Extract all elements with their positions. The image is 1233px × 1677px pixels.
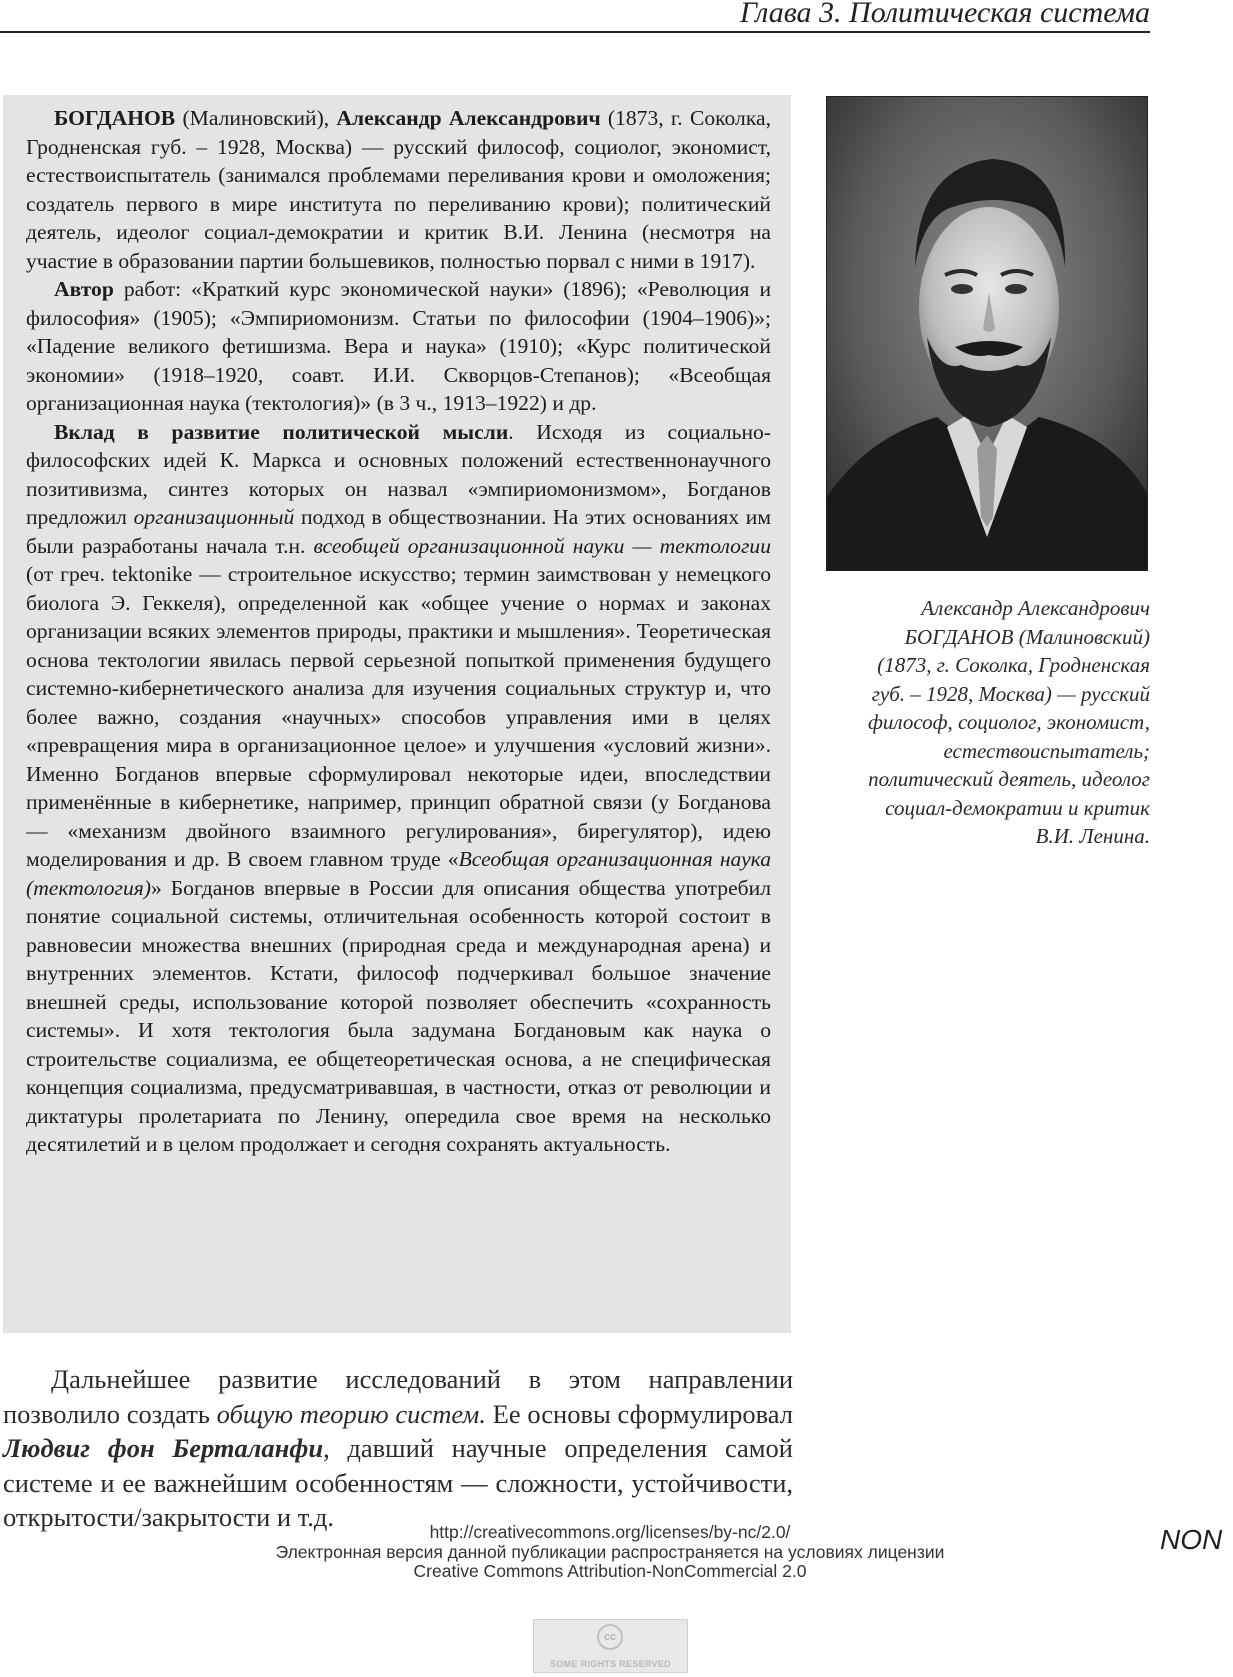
text-run: , давший научные определения самой системе и ее важнейшим особенностям — сложности, устойчивости, открытости/закрытости и т.д. bbox=[3, 1433, 793, 1532]
bio-paragraph-intro bbox=[26, 104, 771, 275]
caption-line: губ. – 1928, Москва) — русский bbox=[871, 681, 1150, 706]
caption-line: политический деятель, идеолог bbox=[868, 767, 1150, 791]
biography-text bbox=[26, 104, 771, 1159]
biography-box bbox=[3, 95, 791, 1333]
text-run: Александр Александрович bbox=[336, 106, 601, 130]
text-run: Автор bbox=[54, 277, 114, 301]
text-run: Всеобщая организационная наука (тектология) bbox=[26, 847, 772, 900]
main-paragraph bbox=[3, 1362, 793, 1535]
page-header bbox=[0, 0, 1150, 33]
portrait-photo-image bbox=[827, 97, 1148, 571]
text-run: (от греч. tektonike — строительное искусство; термин заимствован у немецкого биолога Э. Геккеля), определенной как «общее учение о нормах и законах организации всяких элементов природы, практики и мышления». Теоретическая основа тектологии явилась первой серьезной попыткой применения будущего системно-кибернетического анализа для изучения социальных структур и, что более важно, создания «научных» способов управления ими в целях «превращения мира в организационное целое» и улучшения «условий жизни». Именно Богданов впервые сформулировал некоторые идеи, впоследствии применённые в кибернетике, например, принцип обратной связи (у Богданова — «механизм двойного взаимного регулирования», бирегулятор), идею моделирования и др. В своем главном труде « bbox=[26, 562, 771, 871]
bio-paragraph-contribution bbox=[26, 418, 771, 1159]
text-run: всеобщей организационной науки — тектологии bbox=[313, 533, 771, 558]
cc-badge-text: SOME RIGHTS RESERVED bbox=[550, 1659, 671, 1669]
caption-line: философ, социолог, экономист, bbox=[868, 710, 1150, 734]
text-run: Ее основы сформулировал bbox=[485, 1398, 793, 1429]
caption-line: БОГДАНОВ (Малиновский) bbox=[904, 624, 1150, 649]
text-run: . Исходя из социально-философских идей К. Маркса и основных положений естественнонаучного позитивизма, синтез которых он назвал «эмпириомонизмом», Богданов предложил bbox=[26, 419, 771, 529]
caption-line: естествоиспытатель; bbox=[943, 738, 1150, 763]
text-run: БОГДАНОВ bbox=[54, 106, 176, 130]
caption-line: Александр Александрович bbox=[921, 596, 1150, 620]
text-run: работ: «Краткий курс экономической науки» (1896); «Революция и философия» (1905); «Эмпириомонизм. Статьи по философии (1904–1906)»; «Падение великого фетишизма. Вера и наука» (1910); «Курс политической экономии» (1918–1920, соавт. И.И. Скворцов-Степанов); «Всеобщая организационная наука (тектология)» (в 3 ч., 1913–1922) и др. bbox=[26, 277, 771, 415]
license-url[interactable]: http://creativecommons.org/licenses/by-nc/2.0/ bbox=[429, 1522, 791, 1542]
portrait-photo bbox=[826, 96, 1148, 571]
caption-line: социал-демократии и критик bbox=[885, 795, 1150, 820]
text-run: Людвиг фон Берталанфи bbox=[3, 1433, 324, 1463]
text-run: Вклад в развитие политической мысли bbox=[54, 419, 509, 444]
cc-icon: cc bbox=[597, 1624, 623, 1650]
text-run: общую теорию систем. bbox=[216, 1398, 486, 1429]
text-run: (Малиновский), bbox=[175, 106, 337, 130]
side-mark: NON bbox=[1160, 1524, 1223, 1555]
photo-caption bbox=[826, 594, 1150, 851]
text-run: организационный bbox=[133, 505, 295, 529]
chapter-title: Глава 3. Политическая система bbox=[739, 0, 1150, 29]
license-footer bbox=[160, 1523, 1060, 1582]
text-run: » Богданов впервые в России для описания общества употребил понятие социальной системы, отличительная особенность которой состоит в равновесии множества внешних (природная среда и международная арена) и внутренних элементов. Кстати, философ подчеркивал большое значение внешней среды, использование которой позволяет обеспечить «сохранность системы». И хотя тектология была задумана Богдановым как наука о строительстве социализма, ее общетеоретическая основа, а не специфическая концепция социализма, предусматривавшая, в частности, отказ от революции и диктатуры пролетариата по Ленину, опередила свое время на несколько десятилетий и в целом продолжает и сегодня сохранять актуальность. bbox=[26, 875, 771, 1156]
caption-line: (1873, г. Соколка, Гродненская bbox=[877, 653, 1150, 677]
license-notice: Электронная версия данной публикации распространяется на условиях лицензии bbox=[275, 1541, 945, 1562]
license-name: Creative Commons Attribution-NonCommercial 2.0 bbox=[413, 1561, 807, 1581]
text-run: подход в обществознании. На этих основаниях им были разработаны начала т.н. bbox=[26, 505, 771, 558]
caption-line: В.И. Ленина. bbox=[1035, 824, 1150, 848]
text-run: (1873, г. Соколка, Гродненская губ. – 1928, Москва) — русский философ, социолог, экономист, естествоиспытатель (занимался проблемами переливания крови и омоложения; создатель первого в мире института по переливанию крови); политический деятель, идеолог социал-демократии и критик В.И. Ленина (несмотря на участие в образовании партии большевиков, полностью порвал с ними в 1917). bbox=[26, 106, 771, 273]
text-run: Дальнейшее развитие исследований в этом направлении позволило создать bbox=[3, 1364, 793, 1429]
bio-paragraph-works bbox=[26, 275, 771, 418]
cc-license-badge[interactable] bbox=[533, 1619, 688, 1673]
